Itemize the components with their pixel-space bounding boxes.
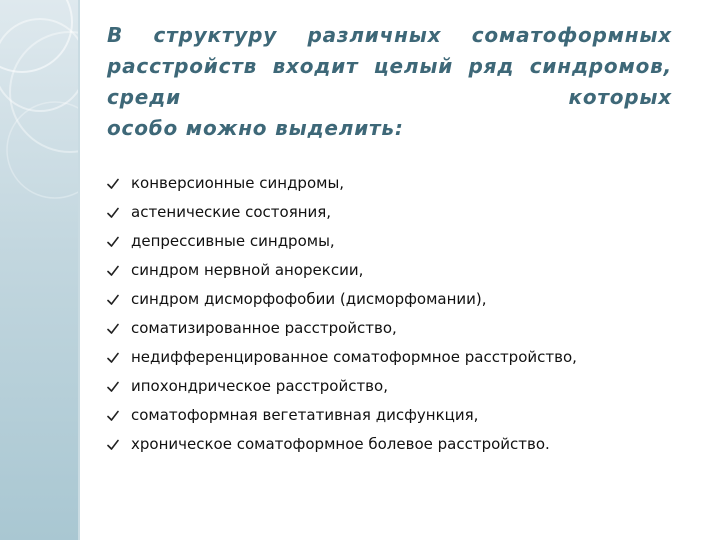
checkmark-icon <box>107 352 119 364</box>
list-item-text: астенические состояния, <box>131 203 332 221</box>
list-item <box>107 203 687 222</box>
list-item <box>107 406 687 425</box>
checkmark-icon <box>107 207 119 219</box>
checkmark-icon <box>107 294 119 306</box>
checkmark-icon <box>107 381 119 393</box>
list-item <box>107 261 687 280</box>
checkmark-icon <box>107 439 119 451</box>
list-item-text: соматизированное расстройство, <box>131 319 397 337</box>
list-item <box>107 290 687 309</box>
list-item-text: недифференцированное соматоформное расстройство, <box>131 348 577 366</box>
list-item-text: ипохондрическое расстройство, <box>131 377 388 395</box>
list-item <box>107 348 687 367</box>
decorative-circles <box>0 0 80 540</box>
list-item <box>107 174 687 193</box>
decorative-side-panel <box>0 0 80 540</box>
checkmark-icon <box>107 265 119 277</box>
slide-title-last-line: особо можно выделить: <box>107 116 404 140</box>
slide-title <box>107 20 672 144</box>
slide-title-text: В структуру различных соматоформных расстройств входит целый ряд синдромов, среди которых <box>107 23 672 109</box>
list-item <box>107 435 687 454</box>
list-item-text: синдром нервной анорексии, <box>131 261 364 279</box>
checkmark-icon <box>107 410 119 422</box>
list-item-text: соматоформная вегетативная дисфункция, <box>131 406 479 424</box>
list-item-text: конверсионные синдромы, <box>131 174 345 192</box>
checkmark-icon <box>107 323 119 335</box>
list-item <box>107 232 687 251</box>
checkmark-icon <box>107 236 119 248</box>
list-item <box>107 319 687 338</box>
list-item-text: хроническое соматоформное болевое расстройство. <box>131 435 550 453</box>
syndrome-list <box>107 174 687 464</box>
checkmark-icon <box>107 178 119 190</box>
side-panel-edge <box>78 0 80 540</box>
list-item <box>107 377 687 396</box>
list-item-text: депрессивные синдромы, <box>131 232 335 250</box>
list-item-text: синдром дисморфофобии (дисморфомании), <box>131 290 487 308</box>
